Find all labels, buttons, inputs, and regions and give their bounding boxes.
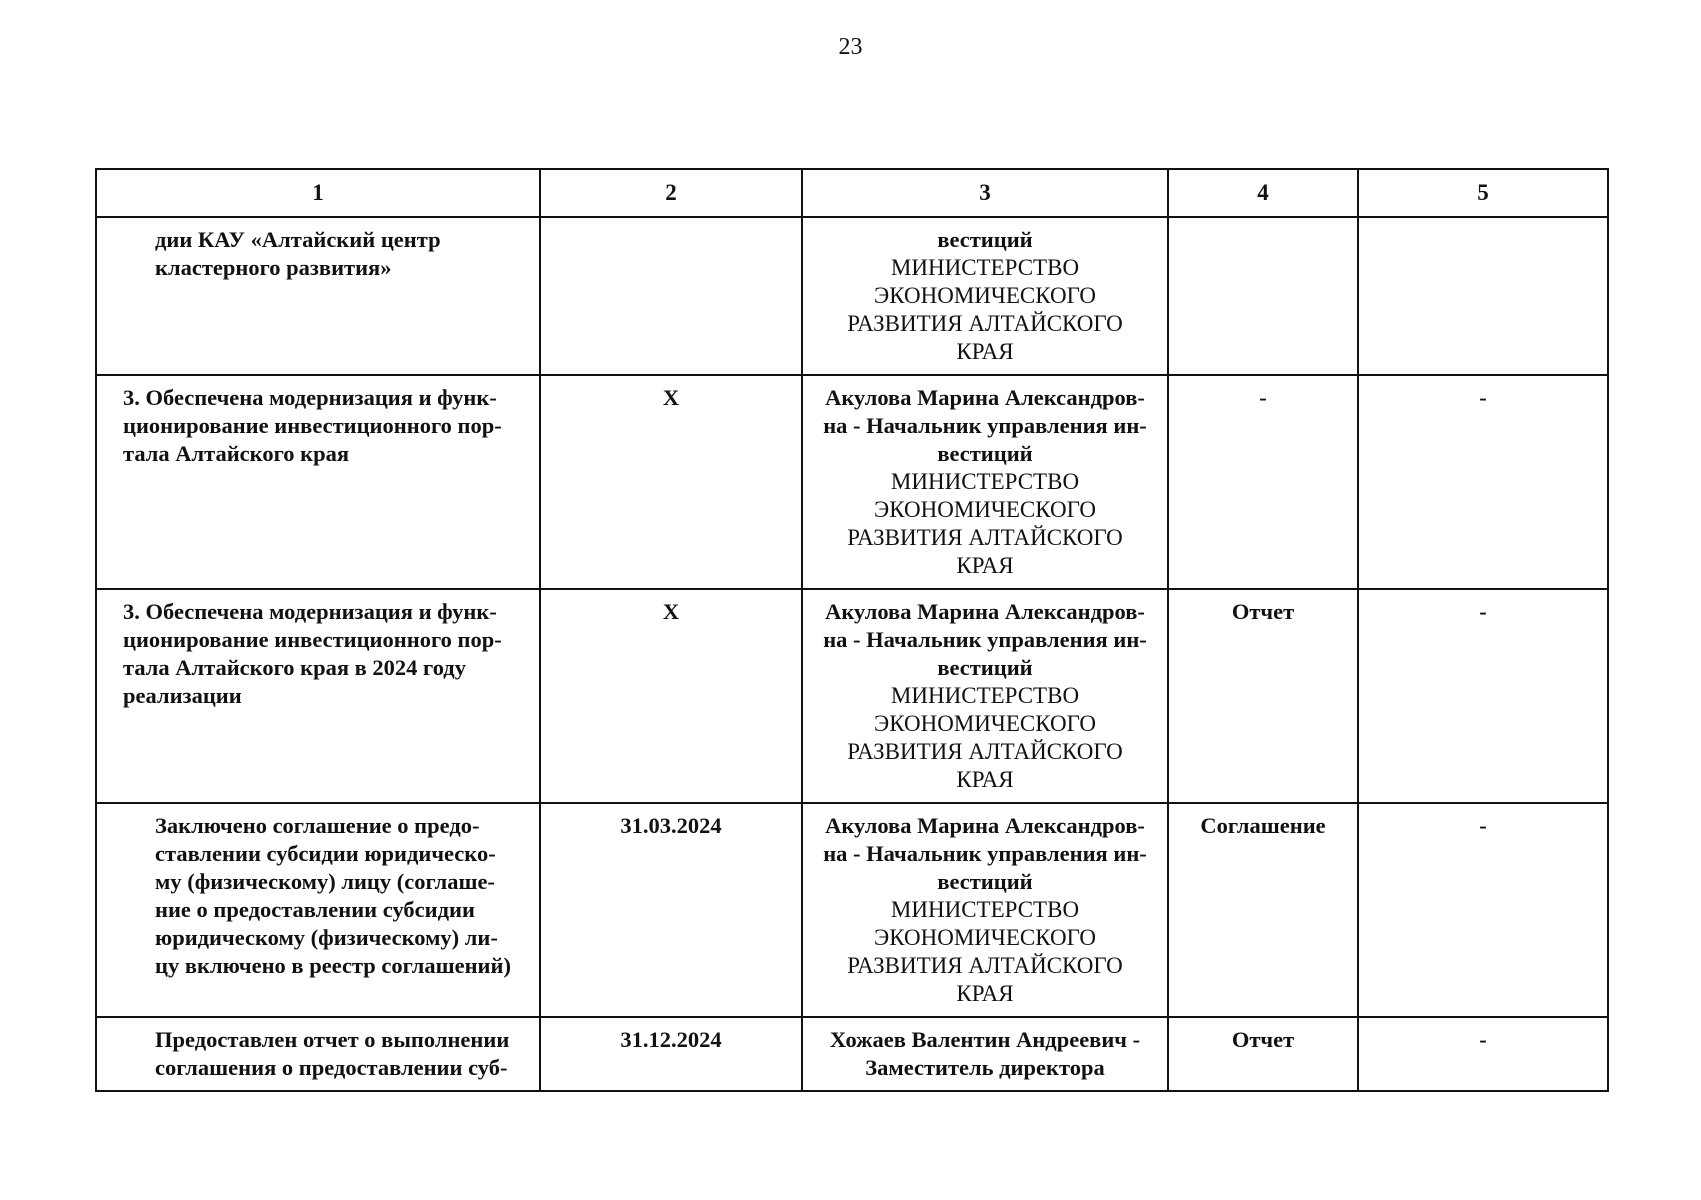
responsible-person: вестиций xyxy=(937,227,1033,252)
cell-text: Заключено соглашение о предо- ставлении субсидии юридическо- му (физическому) лицу (соглаше- ние о предоставлении субсидии юридическому (физическому) ли- цу включено в реестр соглашений) xyxy=(155,813,511,978)
cell-text: Отчет xyxy=(1231,599,1295,624)
column-header-2: 2 xyxy=(540,169,802,217)
responsible-organization: МИНИСТЕРСТВО ЭКОНОМИЧЕСКОГО РАЗВИТИЯ АЛТАЙСКОГО КРАЯ xyxy=(847,897,1123,1006)
cell-date xyxy=(540,803,802,1017)
cell-note xyxy=(1358,1017,1608,1091)
cell-date xyxy=(540,1017,802,1091)
cell-document xyxy=(1168,803,1358,1017)
cell-text: - xyxy=(1479,1027,1487,1052)
cell-text: - xyxy=(1259,385,1267,410)
cell-date xyxy=(540,589,802,803)
cell-responsible xyxy=(802,589,1168,803)
column-header-3: 3 xyxy=(802,169,1168,217)
cell-responsible xyxy=(802,217,1168,375)
cell-note xyxy=(1358,589,1608,803)
cell-text: 31.12.2024 xyxy=(620,1027,722,1052)
cell-text: 3. Обеспечена модернизация и функ- ционирование инвестиционного пор- тала Алтайского края xyxy=(123,385,502,466)
cell-result xyxy=(96,217,540,375)
cell-responsible xyxy=(802,375,1168,589)
table-row xyxy=(96,375,1608,589)
table-row xyxy=(96,803,1608,1017)
column-header-4: 4 xyxy=(1168,169,1358,217)
cell-note xyxy=(1358,217,1608,375)
cell-text: X xyxy=(662,599,680,624)
table-row xyxy=(96,217,1608,375)
column-header-1: 1 xyxy=(96,169,540,217)
cell-text: - xyxy=(1479,813,1487,838)
document-table xyxy=(95,168,1609,1092)
cell-result xyxy=(96,803,540,1017)
cell-text: 3. Обеспечена модернизация и функ- ционирование инвестиционного пор- тала Алтайского края в 2024 году реализации xyxy=(123,599,502,708)
cell-note xyxy=(1358,375,1608,589)
cell-text: Отчет xyxy=(1231,1027,1295,1052)
cell-result xyxy=(96,1017,540,1091)
cell-text: Предоставлен отчет о выполнении соглашения о предоставлении суб- xyxy=(155,1027,510,1080)
responsible-person: Акулова Марина Александров- на - Начальник управления ин- вестиций xyxy=(823,599,1147,680)
cell-document xyxy=(1168,217,1358,375)
cell-date xyxy=(540,375,802,589)
cell-text: 31.03.2024 xyxy=(620,813,722,838)
cell-note xyxy=(1358,803,1608,1017)
table-row xyxy=(96,1017,1608,1091)
cell-responsible xyxy=(802,803,1168,1017)
responsible-organization: МИНИСТЕРСТВО ЭКОНОМИЧЕСКОГО РАЗВИТИЯ АЛТАЙСКОГО КРАЯ xyxy=(847,255,1123,364)
table-header-row xyxy=(96,169,1608,217)
cell-text: - xyxy=(1479,599,1487,624)
cell-text: Соглашение xyxy=(1200,813,1326,838)
cell-document xyxy=(1168,589,1358,803)
responsible-organization: МИНИСТЕРСТВО ЭКОНОМИЧЕСКОГО РАЗВИТИЯ АЛТАЙСКОГО КРАЯ xyxy=(847,469,1123,578)
responsible-person: Акулова Марина Александров- на - Начальник управления ин- вестиций xyxy=(823,385,1147,466)
responsible-person: Акулова Марина Александров- на - Начальник управления ин- вестиций xyxy=(823,813,1147,894)
cell-text: дии КАУ «Алтайский центр кластерного развития» xyxy=(155,227,441,280)
cell-text: - xyxy=(1479,385,1487,410)
cell-responsible xyxy=(802,1017,1168,1091)
table-row xyxy=(96,589,1608,803)
column-header-5: 5 xyxy=(1358,169,1608,217)
cell-date xyxy=(540,217,802,375)
cell-text: X xyxy=(662,385,680,410)
cell-document xyxy=(1168,375,1358,589)
responsible-organization: МИНИСТЕРСТВО ЭКОНОМИЧЕСКОГО РАЗВИТИЯ АЛТАЙСКОГО КРАЯ xyxy=(847,683,1123,792)
cell-result xyxy=(96,375,540,589)
cell-result xyxy=(96,589,540,803)
page-number: 23 xyxy=(838,34,863,60)
responsible-person: Хожаев Валентин Андреевич - Заместитель директора xyxy=(829,1027,1141,1080)
cell-document xyxy=(1168,1017,1358,1091)
